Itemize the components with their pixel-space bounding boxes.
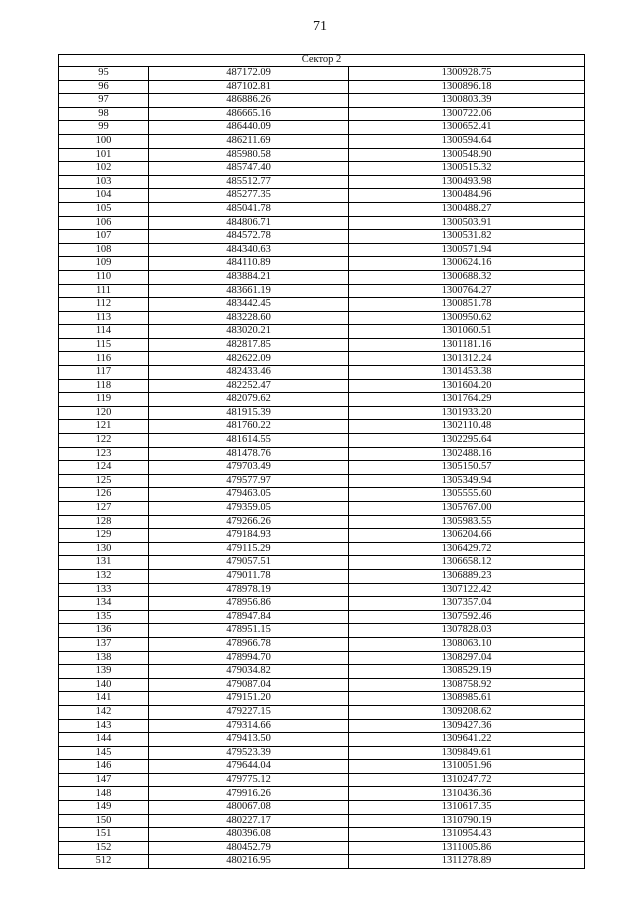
- point-number-cell: 116: [59, 352, 149, 366]
- table-row: [59, 134, 585, 148]
- point-number-cell: 134: [59, 597, 149, 611]
- point-number-cell: 115: [59, 338, 149, 352]
- x-coordinate-cell: 479359.05: [149, 502, 349, 516]
- point-number-cell: 146: [59, 760, 149, 774]
- x-coordinate-cell: 485512.77: [149, 175, 349, 189]
- point-number-cell: 126: [59, 488, 149, 502]
- table-row: [59, 610, 585, 624]
- point-number-cell: 100: [59, 134, 149, 148]
- table-row: [59, 298, 585, 312]
- table-row: [59, 474, 585, 488]
- x-coordinate-cell: 482079.62: [149, 393, 349, 407]
- y-coordinate-cell: 1301933.20: [349, 406, 585, 420]
- point-number-cell: 123: [59, 447, 149, 461]
- table-row: [59, 705, 585, 719]
- point-number-cell: 139: [59, 665, 149, 679]
- point-number-cell: 121: [59, 420, 149, 434]
- table-row: [59, 515, 585, 529]
- table-row: [59, 243, 585, 257]
- table-row: [59, 801, 585, 815]
- point-number-cell: 138: [59, 651, 149, 665]
- point-number-cell: 102: [59, 162, 149, 176]
- x-coordinate-cell: 484340.63: [149, 243, 349, 257]
- table-row: [59, 379, 585, 393]
- table-row: [59, 719, 585, 733]
- x-coordinate-cell: 486440.09: [149, 121, 349, 135]
- x-coordinate-cell: 479087.04: [149, 678, 349, 692]
- table-row: [59, 828, 585, 842]
- y-coordinate-cell: 1300548.90: [349, 148, 585, 162]
- y-coordinate-cell: 1311278.89: [349, 855, 585, 869]
- x-coordinate-cell: 478947.84: [149, 610, 349, 624]
- point-number-cell: 112: [59, 298, 149, 312]
- table-row: [59, 325, 585, 339]
- table-row: [59, 270, 585, 284]
- y-coordinate-cell: 1300803.39: [349, 94, 585, 108]
- y-coordinate-cell: 1310617.35: [349, 801, 585, 815]
- x-coordinate-cell: 478966.78: [149, 637, 349, 651]
- y-coordinate-cell: 1300503.91: [349, 216, 585, 230]
- x-coordinate-cell: 481614.55: [149, 434, 349, 448]
- y-coordinate-cell: 1300484.96: [349, 189, 585, 203]
- x-coordinate-cell: 479644.04: [149, 760, 349, 774]
- x-coordinate-cell: 480396.08: [149, 828, 349, 842]
- x-coordinate-cell: 483442.45: [149, 298, 349, 312]
- table-row: [59, 284, 585, 298]
- table-row: [59, 502, 585, 516]
- point-number-cell: 152: [59, 841, 149, 855]
- point-number-cell: 145: [59, 746, 149, 760]
- table-row: [59, 569, 585, 583]
- y-coordinate-cell: 1302488.16: [349, 447, 585, 461]
- table-row: [59, 624, 585, 638]
- y-coordinate-cell: 1301312.24: [349, 352, 585, 366]
- y-coordinate-cell: 1300488.27: [349, 202, 585, 216]
- y-coordinate-cell: 1308529.19: [349, 665, 585, 679]
- point-number-cell: 96: [59, 80, 149, 94]
- y-coordinate-cell: 1300493.98: [349, 175, 585, 189]
- x-coordinate-cell: 482252.47: [149, 379, 349, 393]
- table-row: [59, 733, 585, 747]
- x-coordinate-cell: 478994.70: [149, 651, 349, 665]
- section-title: Сектор 2: [59, 55, 585, 67]
- x-coordinate-cell: 479115.29: [149, 542, 349, 556]
- y-coordinate-cell: 1310790.19: [349, 814, 585, 828]
- point-number-cell: 147: [59, 773, 149, 787]
- point-number-cell: 137: [59, 637, 149, 651]
- point-number-cell: 512: [59, 855, 149, 869]
- y-coordinate-cell: 1310247.72: [349, 773, 585, 787]
- y-coordinate-cell: 1302110.48: [349, 420, 585, 434]
- point-number-cell: 133: [59, 583, 149, 597]
- table-row: [59, 148, 585, 162]
- x-coordinate-cell: 479775.12: [149, 773, 349, 787]
- table-row: [59, 692, 585, 706]
- table-row: [59, 366, 585, 380]
- table-row: [59, 121, 585, 135]
- point-number-cell: 129: [59, 529, 149, 543]
- y-coordinate-cell: 1309427.36: [349, 719, 585, 733]
- y-coordinate-cell: 1300851.78: [349, 298, 585, 312]
- table-row: [59, 841, 585, 855]
- table-row: [59, 80, 585, 94]
- y-coordinate-cell: 1300722.06: [349, 107, 585, 121]
- x-coordinate-cell: 481915.39: [149, 406, 349, 420]
- x-coordinate-cell: 484110.89: [149, 257, 349, 271]
- point-number-cell: 151: [59, 828, 149, 842]
- table-row: [59, 583, 585, 597]
- y-coordinate-cell: 1307828.03: [349, 624, 585, 638]
- point-number-cell: 119: [59, 393, 149, 407]
- table-header-row: [59, 55, 585, 67]
- table-row: [59, 230, 585, 244]
- point-number-cell: 106: [59, 216, 149, 230]
- y-coordinate-cell: 1305555.60: [349, 488, 585, 502]
- point-number-cell: 132: [59, 569, 149, 583]
- y-coordinate-cell: 1310954.43: [349, 828, 585, 842]
- table-row: [59, 420, 585, 434]
- x-coordinate-cell: 487172.09: [149, 67, 349, 81]
- y-coordinate-cell: 1300594.64: [349, 134, 585, 148]
- point-number-cell: 110: [59, 270, 149, 284]
- table-row: [59, 175, 585, 189]
- table-row: [59, 855, 585, 869]
- y-coordinate-cell: 1305349.94: [349, 474, 585, 488]
- x-coordinate-cell: 479523.39: [149, 746, 349, 760]
- x-coordinate-cell: 479314.66: [149, 719, 349, 733]
- y-coordinate-cell: 1306658.12: [349, 556, 585, 570]
- x-coordinate-cell: 478956.86: [149, 597, 349, 611]
- point-number-cell: 141: [59, 692, 149, 706]
- point-number-cell: 98: [59, 107, 149, 121]
- x-coordinate-cell: 485980.58: [149, 148, 349, 162]
- point-number-cell: 104: [59, 189, 149, 203]
- x-coordinate-cell: 486665.16: [149, 107, 349, 121]
- point-number-cell: 122: [59, 434, 149, 448]
- table-row: [59, 488, 585, 502]
- table-row: [59, 665, 585, 679]
- y-coordinate-cell: 1300624.16: [349, 257, 585, 271]
- x-coordinate-cell: 487102.81: [149, 80, 349, 94]
- table-row: [59, 746, 585, 760]
- x-coordinate-cell: 481478.76: [149, 447, 349, 461]
- x-coordinate-cell: 479577.97: [149, 474, 349, 488]
- x-coordinate-cell: 478951.15: [149, 624, 349, 638]
- x-coordinate-cell: 479463.05: [149, 488, 349, 502]
- point-number-cell: 99: [59, 121, 149, 135]
- y-coordinate-cell: 1308297.04: [349, 651, 585, 665]
- point-number-cell: 97: [59, 94, 149, 108]
- x-coordinate-cell: 479151.20: [149, 692, 349, 706]
- coordinates-table: [58, 54, 585, 869]
- point-number-cell: 124: [59, 461, 149, 475]
- point-number-cell: 131: [59, 556, 149, 570]
- table-row: [59, 678, 585, 692]
- table-row: [59, 352, 585, 366]
- y-coordinate-cell: 1300571.94: [349, 243, 585, 257]
- y-coordinate-cell: 1300896.18: [349, 80, 585, 94]
- table-row: [59, 107, 585, 121]
- table-row: [59, 651, 585, 665]
- table-row: [59, 773, 585, 787]
- y-coordinate-cell: 1305767.00: [349, 502, 585, 516]
- point-number-cell: 114: [59, 325, 149, 339]
- y-coordinate-cell: 1300928.75: [349, 67, 585, 81]
- point-number-cell: 127: [59, 502, 149, 516]
- y-coordinate-cell: 1310436.36: [349, 787, 585, 801]
- point-number-cell: 136: [59, 624, 149, 638]
- table-row: [59, 257, 585, 271]
- x-coordinate-cell: 484806.71: [149, 216, 349, 230]
- point-number-cell: 108: [59, 243, 149, 257]
- y-coordinate-cell: 1308063.10: [349, 637, 585, 651]
- page-number: 71: [313, 19, 327, 34]
- table-row: [59, 216, 585, 230]
- x-coordinate-cell: 479184.93: [149, 529, 349, 543]
- table-row: [59, 597, 585, 611]
- x-coordinate-cell: 482433.46: [149, 366, 349, 380]
- x-coordinate-cell: 482622.09: [149, 352, 349, 366]
- point-number-cell: 128: [59, 515, 149, 529]
- x-coordinate-cell: 483020.21: [149, 325, 349, 339]
- x-coordinate-cell: 479266.26: [149, 515, 349, 529]
- y-coordinate-cell: 1305150.57: [349, 461, 585, 475]
- table-row: [59, 542, 585, 556]
- y-coordinate-cell: 1300652.41: [349, 121, 585, 135]
- point-number-cell: 118: [59, 379, 149, 393]
- x-coordinate-cell: 479057.51: [149, 556, 349, 570]
- point-number-cell: 120: [59, 406, 149, 420]
- x-coordinate-cell: 480452.79: [149, 841, 349, 855]
- x-coordinate-cell: 485277.35: [149, 189, 349, 203]
- point-number-cell: 143: [59, 719, 149, 733]
- x-coordinate-cell: 483884.21: [149, 270, 349, 284]
- y-coordinate-cell: 1301453.38: [349, 366, 585, 380]
- x-coordinate-cell: 480067.08: [149, 801, 349, 815]
- y-coordinate-cell: 1307122.42: [349, 583, 585, 597]
- x-coordinate-cell: 483661.19: [149, 284, 349, 298]
- point-number-cell: 149: [59, 801, 149, 815]
- point-number-cell: 117: [59, 366, 149, 380]
- table-row: [59, 461, 585, 475]
- x-coordinate-cell: 486211.69: [149, 134, 349, 148]
- x-coordinate-cell: 486886.26: [149, 94, 349, 108]
- y-coordinate-cell: 1306889.23: [349, 569, 585, 583]
- table-row: [59, 94, 585, 108]
- table-row: [59, 162, 585, 176]
- x-coordinate-cell: 479916.26: [149, 787, 349, 801]
- y-coordinate-cell: 1308758.92: [349, 678, 585, 692]
- x-coordinate-cell: 483228.60: [149, 311, 349, 325]
- y-coordinate-cell: 1300688.32: [349, 270, 585, 284]
- y-coordinate-cell: 1309641.22: [349, 733, 585, 747]
- table-row: [59, 447, 585, 461]
- y-coordinate-cell: 1301181.16: [349, 338, 585, 352]
- table-row: [59, 189, 585, 203]
- y-coordinate-cell: 1306204.66: [349, 529, 585, 543]
- x-coordinate-cell: 479034.82: [149, 665, 349, 679]
- x-coordinate-cell: 484572.78: [149, 230, 349, 244]
- point-number-cell: 142: [59, 705, 149, 719]
- y-coordinate-cell: 1310051.96: [349, 760, 585, 774]
- x-coordinate-cell: 478978.19: [149, 583, 349, 597]
- point-number-cell: 130: [59, 542, 149, 556]
- y-coordinate-cell: 1300950.62: [349, 311, 585, 325]
- table-row: [59, 406, 585, 420]
- x-coordinate-cell: 485041.78: [149, 202, 349, 216]
- y-coordinate-cell: 1307592.46: [349, 610, 585, 624]
- table-row: [59, 311, 585, 325]
- x-coordinate-cell: 482817.85: [149, 338, 349, 352]
- table-row: [59, 556, 585, 570]
- table-row: [59, 787, 585, 801]
- table-row: [59, 434, 585, 448]
- y-coordinate-cell: 1301604.20: [349, 379, 585, 393]
- y-coordinate-cell: 1302295.64: [349, 434, 585, 448]
- y-coordinate-cell: 1306429.72: [349, 542, 585, 556]
- table-row: [59, 637, 585, 651]
- table-body: [59, 67, 585, 869]
- y-coordinate-cell: 1311005.86: [349, 841, 585, 855]
- point-number-cell: 95: [59, 67, 149, 81]
- y-coordinate-cell: 1300764.27: [349, 284, 585, 298]
- y-coordinate-cell: 1309208.62: [349, 705, 585, 719]
- x-coordinate-cell: 480216.95: [149, 855, 349, 869]
- table-row: [59, 202, 585, 216]
- point-number-cell: 101: [59, 148, 149, 162]
- point-number-cell: 148: [59, 787, 149, 801]
- table-row: [59, 393, 585, 407]
- table-row: [59, 338, 585, 352]
- table-row: [59, 529, 585, 543]
- point-number-cell: 144: [59, 733, 149, 747]
- x-coordinate-cell: 481760.22: [149, 420, 349, 434]
- point-number-cell: 103: [59, 175, 149, 189]
- point-number-cell: 105: [59, 202, 149, 216]
- point-number-cell: 125: [59, 474, 149, 488]
- point-number-cell: 109: [59, 257, 149, 271]
- x-coordinate-cell: 479227.15: [149, 705, 349, 719]
- x-coordinate-cell: 485747.40: [149, 162, 349, 176]
- y-coordinate-cell: 1309849.61: [349, 746, 585, 760]
- x-coordinate-cell: 479413.50: [149, 733, 349, 747]
- point-number-cell: 107: [59, 230, 149, 244]
- point-number-cell: 140: [59, 678, 149, 692]
- y-coordinate-cell: 1301060.51: [349, 325, 585, 339]
- table-row: [59, 814, 585, 828]
- y-coordinate-cell: 1301764.29: [349, 393, 585, 407]
- point-number-cell: 135: [59, 610, 149, 624]
- y-coordinate-cell: 1308985.61: [349, 692, 585, 706]
- point-number-cell: 111: [59, 284, 149, 298]
- y-coordinate-cell: 1300531.82: [349, 230, 585, 244]
- point-number-cell: 150: [59, 814, 149, 828]
- y-coordinate-cell: 1305983.55: [349, 515, 585, 529]
- y-coordinate-cell: 1307357.04: [349, 597, 585, 611]
- x-coordinate-cell: 479703.49: [149, 461, 349, 475]
- y-coordinate-cell: 1300515.32: [349, 162, 585, 176]
- x-coordinate-cell: 480227.17: [149, 814, 349, 828]
- table-row: [59, 760, 585, 774]
- x-coordinate-cell: 479011.78: [149, 569, 349, 583]
- point-number-cell: 113: [59, 311, 149, 325]
- table-row: [59, 67, 585, 81]
